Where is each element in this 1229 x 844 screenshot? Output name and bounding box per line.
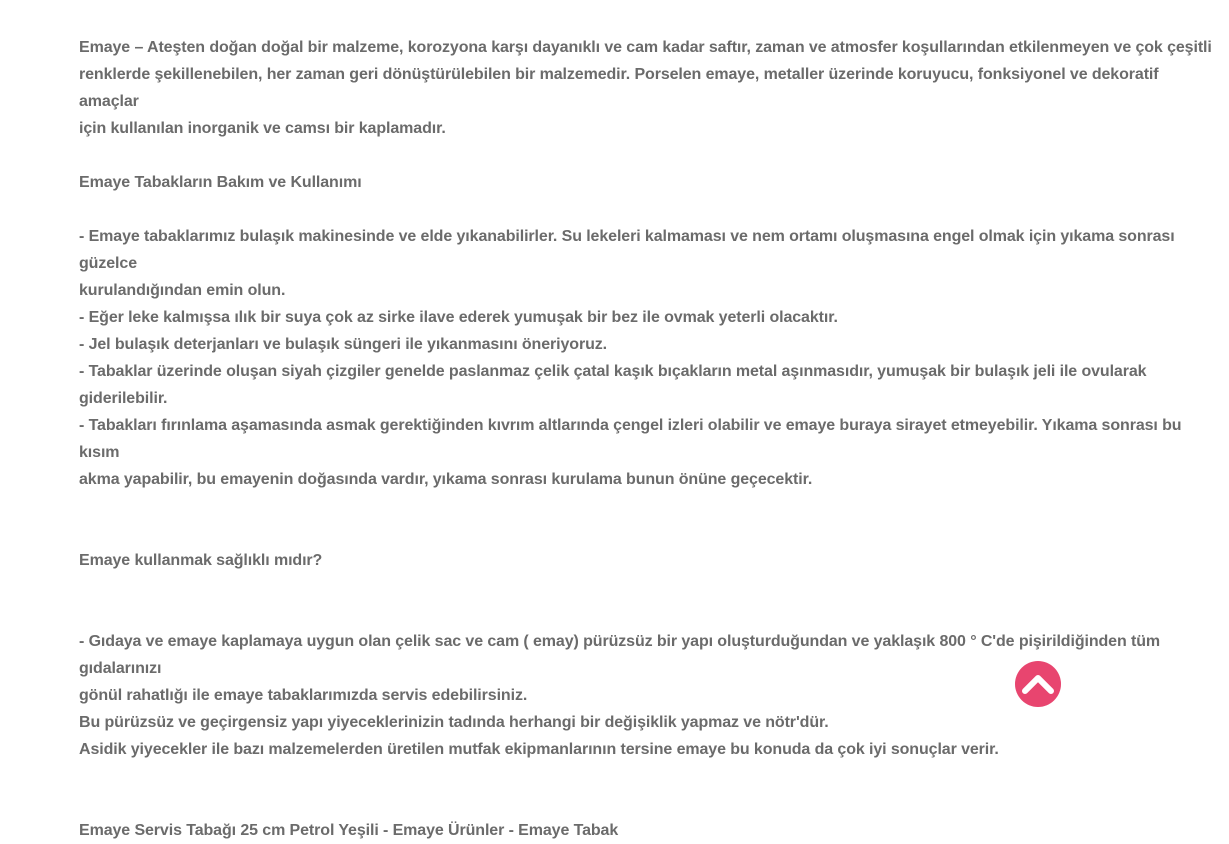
spacer [79,493,1214,547]
health-line: gönül rahatlığı ile emaye tabaklarımızda servis edebilirsiniz. [79,687,528,704]
care-line: akma yapabilir, bu emayenin doğasında vardır, yıkama sonrası kurulama bunun önüne geçecektir. [79,471,813,488]
health-heading: Emaye kullanmak sağlıklı mıdır? [79,552,323,569]
spacer [79,763,1214,817]
care-line: - Eğer leke kalmışsa ılık bir suya çok az sirke ilave ederek yumuşak bir bez ile ovmak yeterli olacaktır. [79,309,838,326]
article-content [79,34,1214,844]
care-line: - Tabaklar üzerinde oluşan siyah çizgiler genelde paslanmaz çelik çatal kaşık bıçakların metal aşınmasıdır, yumuşak bir bulaşık jeli ile ovularak giderilebilir. [79,363,1147,407]
spacer [79,196,1214,223]
health-line: Asidik yiyecekler ile bazı malzemelerden üretilen mutfak ekipmanlarının tersine emaye bu konuda da çok iyi sonuçlar verir. [79,741,999,758]
care-line: - Emaye tabaklarımız bulaşık makinesinde ve elde yıkanabilirler. Su lekeleri kalmaması ve nem ortamı oluşmasına engel olmak için yıkama sonrası güzelce [79,228,1175,272]
health-line: - Gıdaya ve emaye kaplamaya uygun olan çelik sac ve cam ( emay) pürüzsüz bir yapı oluşturduğundan ve yaklaşık 800 ° C'de pişirildiğinden tüm gıdalarınızı [79,633,1161,677]
spacer [79,574,1214,628]
care-line: - Tabakları fırınlama aşamasında asmak gerektiğinden kıvrım altlarında çengel izleri olabilir ve emaye buraya sirayet etmeyebilir. Yıkama sonrası bu kısım [79,417,1182,461]
health-line: Bu pürüzsüz ve geçirgensiz yapı yiyeceklerinizin tadında herhangi bir değişiklik yapmaz ve nötr'dür. [79,714,829,731]
product-title: Emaye Servis Tabağı 25 cm Petrol Yeşili - Emaye Ürünler - Emaye Tabak [79,822,619,839]
intro-line: Emaye – Ateşten doğan doğal bir malzeme, korozyona karşı dayanıklı ve cam kadar saftır, zaman ve atmosfer koşullarından etkilenmeyen ve çok çeşitli [79,39,1212,56]
chevron-up-icon [1022,673,1054,695]
spacer [79,142,1214,169]
intro-line: için kullanılan inorganik ve camsı bir kaplamadır. [79,120,446,137]
care-line: - Jel bulaşık deterjanları ve bulaşık süngeri ile yıkanmasını öneriyoruz. [79,336,608,353]
care-heading: Emaye Tabakların Bakım ve Kullanımı [79,174,362,191]
intro-line: renklerde şekillenebilen, her zaman geri dönüştürülebilen bir malzemedir. Porselen emaye, metaller üzerinde koruyucu, fonksiyonel ve dekoratif amaçlar [79,66,1159,110]
scroll-to-top-button[interactable] [1015,661,1061,707]
care-line: kurulandığından emin olun. [79,282,286,299]
